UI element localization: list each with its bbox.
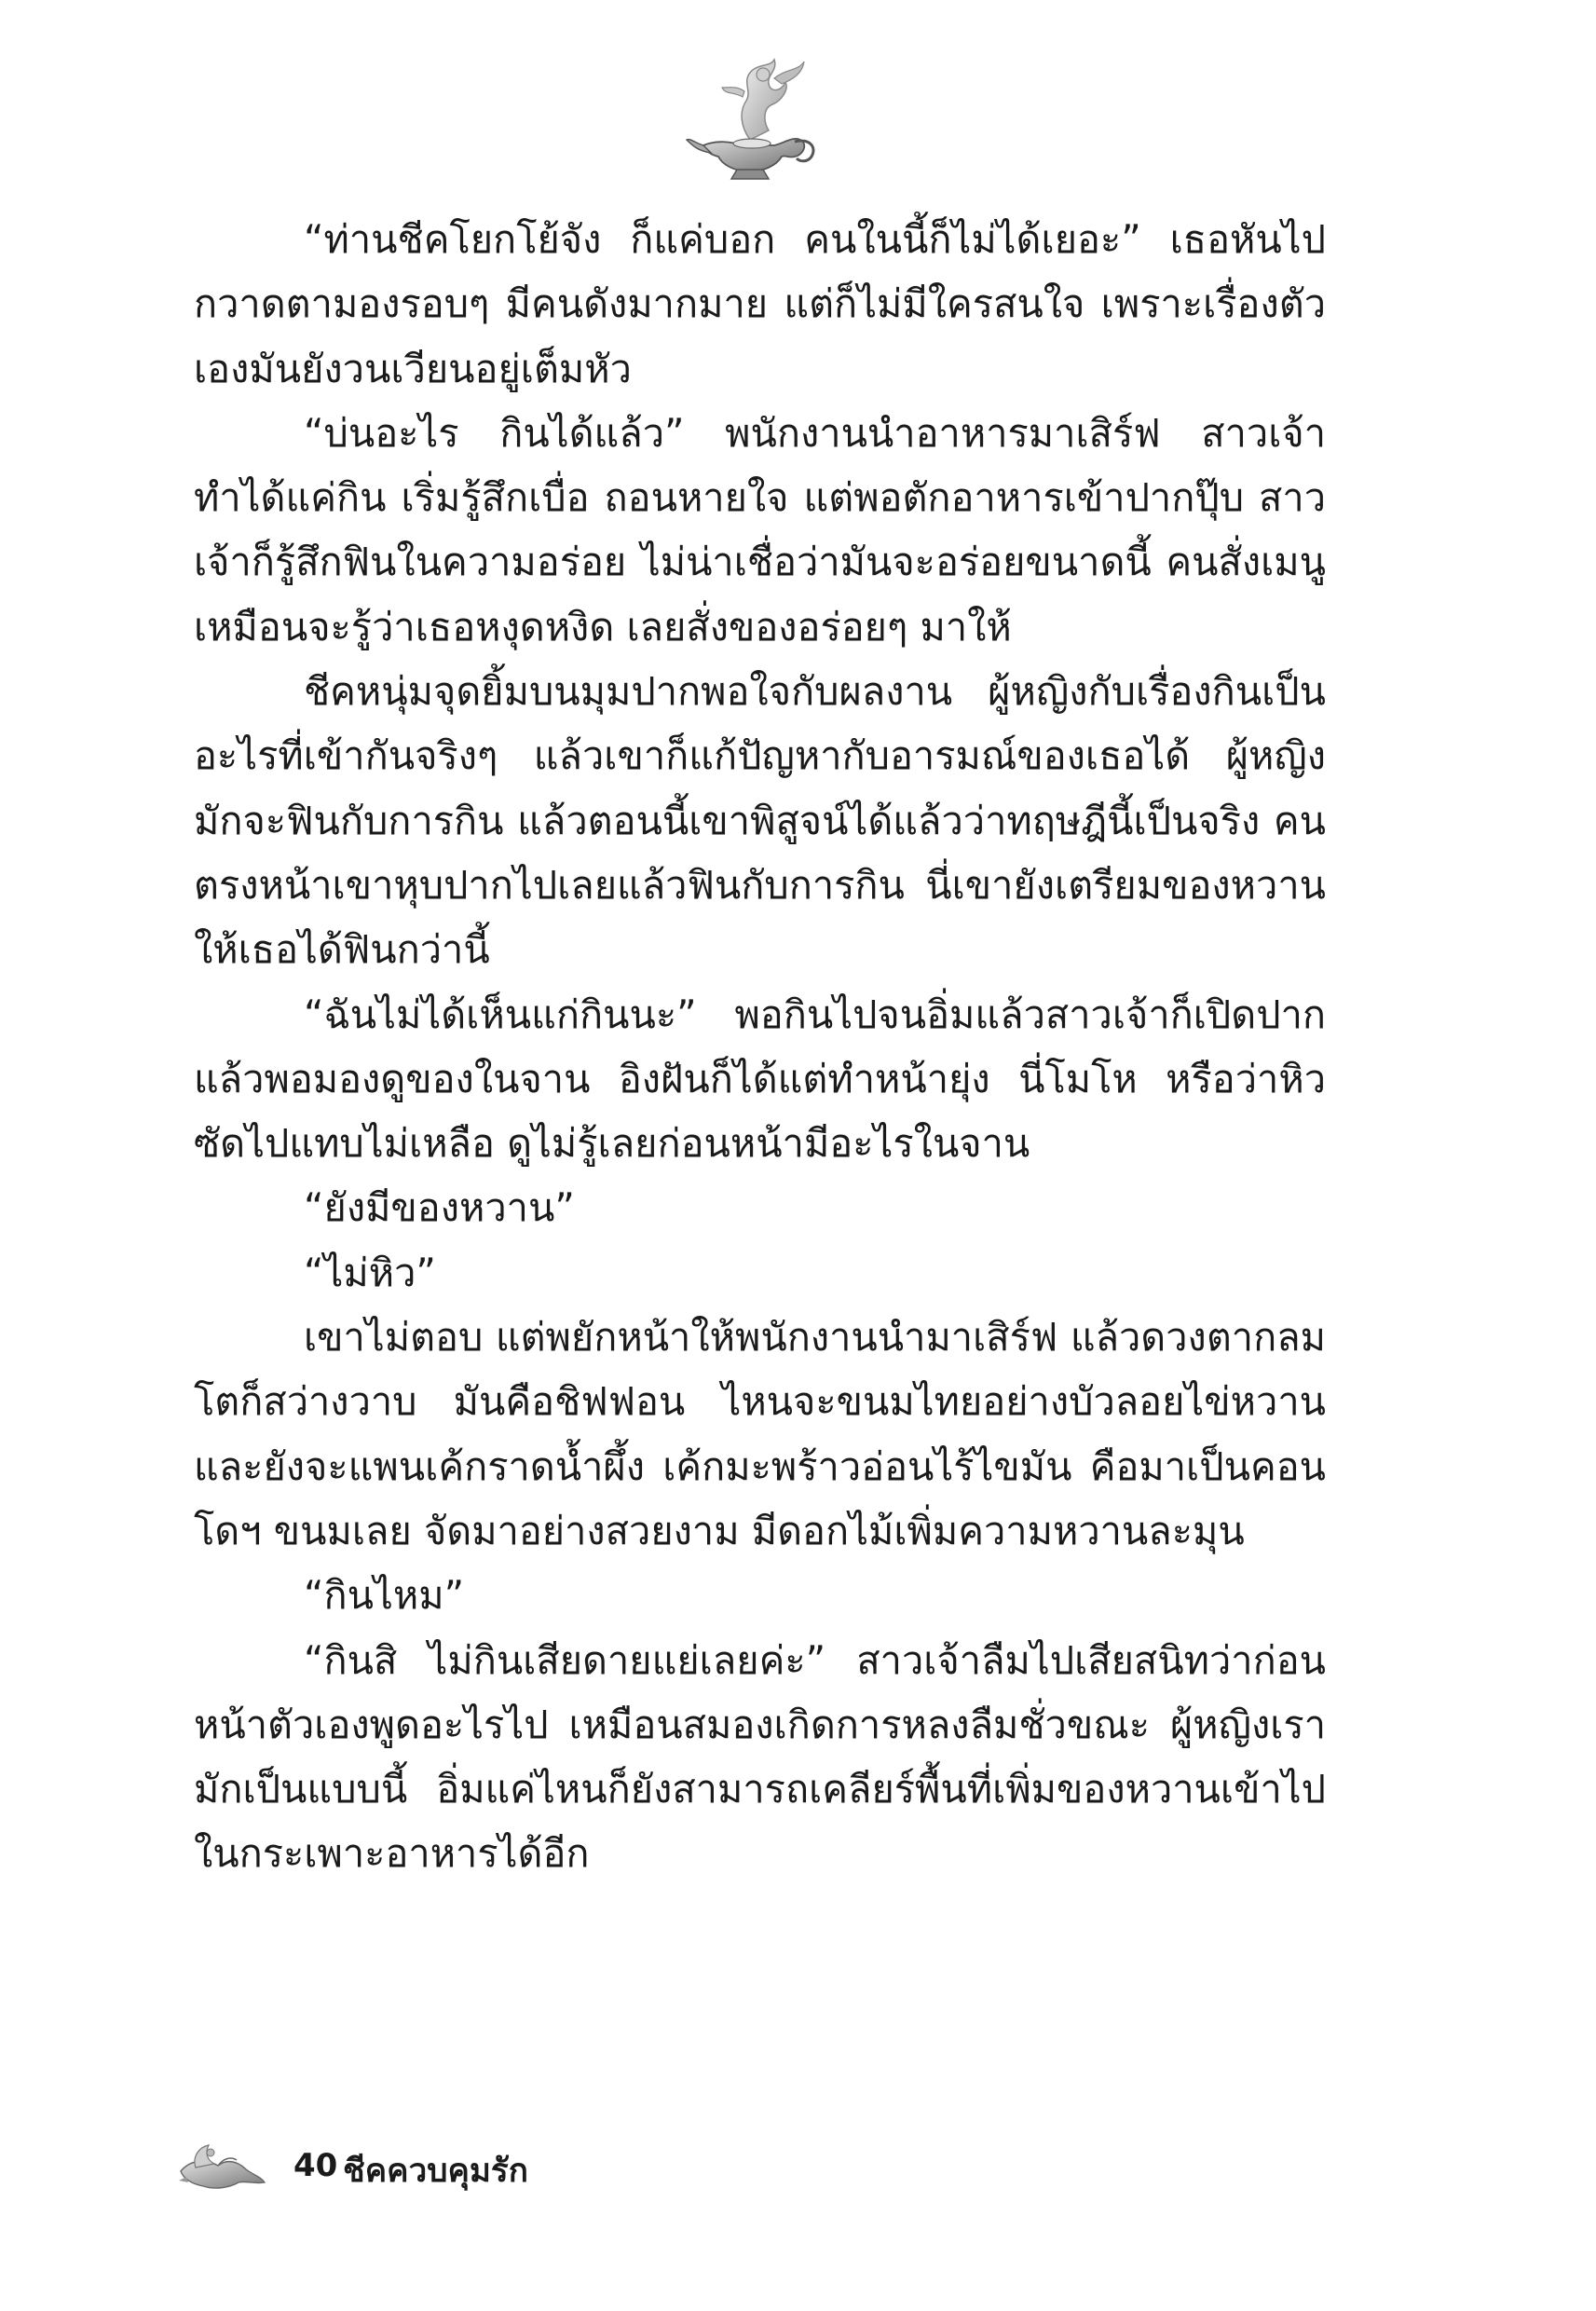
page-number: 40	[293, 2147, 338, 2184]
paragraph: “ฉันไม่ได้เห็นแก่กินนะ” พอกินไปจนอิ่มแล้วสาวเจ้าก็เปิดปากแล้วพอมองดูของในจาน อิงฝันก็ได้แต่ทำหน้ายุ่ง นี่โมโห หรือว่าหิวซัดไปแทบไม่เหลือ ดูไม่รู้เลยก่อนหน้ามีอะไรในจาน	[194, 991, 1326, 1167]
paragraph: “ยังมีของหวาน”	[304, 1184, 575, 1231]
paragraph: “ท่านชีคโยกโย้จัง ก็แค่บอก คนในนี้ก็ไม่ได้เยอะ” เธอหันไปกวาดตามองรอบๆ มีคนดังมากมาย แต่ก็ไม่มีใครสนใจ เพราะเรื่องตัวเองมันยังวนเวียนอยู่เต็มหัว	[194, 216, 1326, 391]
paragraph: เขาไม่ตอบ แต่พยักหน้าให้พนักงานนำมาเสิร์ฟ แล้วดวงตากลมโตก็สว่างวาบ มันคือชิฟฟอน ไหนจะขนมไทยอย่างบัวลอยไข่หวาน และยังจะแพนเค้กราดน้ำผึ้ง เค้กมะพร้าวอ่อนไร้ไขมัน คือมาเป็นคอนโดฯ ขนมเลย จัดมาอย่างสวยงาม มีดอกไม้เพิ่มความหวานละมุน	[194, 1314, 1326, 1553]
chapter-body	[194, 207, 1326, 2089]
paragraph: “กินไหม”	[304, 1572, 465, 1619]
paragraph: “กินสิ ไม่กินเสียดายแย่เลยค่ะ” สาวเจ้าลืมไปเสียสนิทว่าก่อนหน้าตัวเองพูดอะไรไป เหมือนสมองเกิดการหลงลืมชั่วขณะ ผู้หญิงเรามักเป็นแบบนี้ อิ่มแค่ไหนก็ยังสามารถเคลียร์พื้นที่เพิ่มของหวานเข้าไปในกระเพาะอาหารได้อีก	[194, 1636, 1326, 1877]
paragraph: ชีคหนุ่มจุดยิ้มบนมุมปากพอใจกับผลงาน ผู้หญิงกับเรื่องกินเป็นอะไรที่เข้ากันจริงๆ แล้วเขาก็แก้ปัญหากับอารมณ์ของเธอได้ ผู้หญิงมักจะฟินกับการกิน แล้วตอนนี้เขาพิสูจน์ได้แล้วว่าทฤษฎีนี้เป็นจริง คนตรงหน้าเขาหุบปากไปเลยแล้วฟินกับการกิน นี่เขายังเตรียมของหวานให้เธอได้ฟินกว่านี้	[194, 668, 1326, 973]
genie-lamp-icon	[685, 54, 825, 185]
paragraph: “บ่นอะไร กินได้แล้ว” พนักงานนำอาหารมาเสิร์ฟ สาวเจ้าทำได้แค่กิน เริ่มรู้สึกเบื่อ ถอนหายใจ แต่พอตักอาหารเข้าปากปุ๊บ สาวเจ้าก็รู้สึกฟินในความอร่อย ไม่น่าเชื่อว่ามันจะอร่อยขนาดนี้ คนสั่งเมนูเหมือนจะรู้ว่าเธอหงุดหงิด เลยสั่งของอร่อยๆ มาให้	[194, 409, 1326, 650]
page-footer	[177, 2140, 829, 2195]
paragraph: “ไม่หิว”	[304, 1249, 436, 1295]
genie-lamp-footer-icon	[177, 2140, 266, 2192]
book-title: ชีคควบคุมรัก	[343, 2153, 528, 2190]
